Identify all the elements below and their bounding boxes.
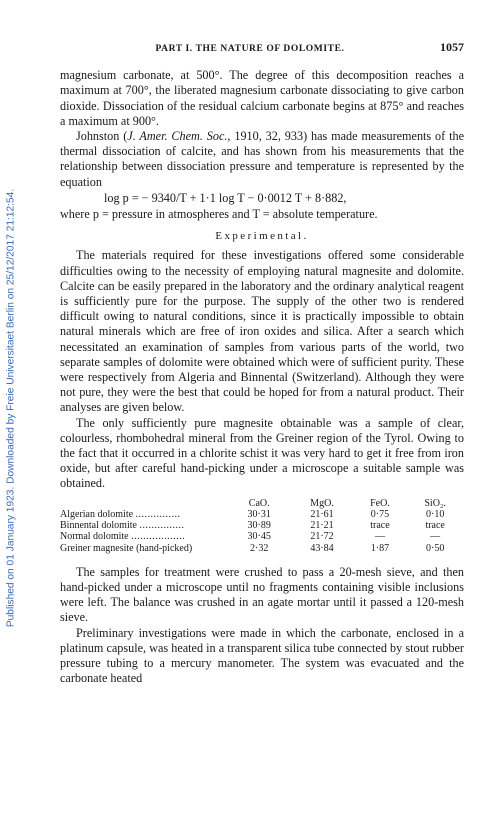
equation: log p = − 9340/T + 1·1 log T − 0·0012 T + 8·882, [104, 190, 347, 205]
row-label-header [60, 498, 228, 509]
table-cell: 21·21 [310, 520, 334, 532]
where-line: where p = pressure in atmospheres and T = absolute temperature. [60, 207, 378, 222]
table-cell: 0·75 [370, 508, 390, 520]
column-header: SiO₂. [424, 497, 446, 509]
paragraph-1: magnesium carbonate, at 500°. The degree of this decomposition reaches a maximum at 700°, the liberated magnesium carbonate dissociating to give carbon dioxide. Dissociation of the residual calcium carbonate begins at 875° and reaches a maximum at 900°. [60, 68, 464, 128]
table-cell: 21·72 [310, 531, 334, 543]
column-header: FeO. [370, 497, 390, 509]
table-cell: 0·50 [425, 542, 445, 554]
paragraph-3: The materials required for these investigations offered some considerable difficulties owing to the necessity of employing natural magnesite and dolomite. Calcite can be easily prepared in the laboratory and the ordinary analytical reagent is sufficiently pure for the purpose. The supply of the other two is rendered difficult owing to natural conditions, since it is practically impossible to obtain natural minerals which are free of iron oxides and silica. After a search which necessitated an examination of samples from various parts of the world, two separate samples of dolomite were obtained which were of sufficient purity. These were respectively from Algeria and Binnental (Switzerland). Although they were not pure, they were the best that could be hoped for from a natural product. Their analyses are given below. [60, 248, 464, 415]
table-cell: 0·10 [425, 508, 445, 520]
page-number: 1057 [440, 40, 464, 54]
column-header: MgO. [310, 497, 334, 509]
row-label [60, 531, 228, 542]
table-header-row [60, 498, 464, 509]
table-cell: 30·31 [247, 508, 271, 520]
journal-citation: J. Amer. Chem. Soc. [127, 129, 228, 144]
row-label-text: Algerian dolomite [60, 508, 134, 520]
table-cell: 21·61 [310, 508, 334, 520]
table-row [60, 543, 464, 554]
table-cell: 2·32 [250, 542, 269, 554]
row-label-text: Greiner magnesite (hand-picked) [60, 542, 193, 554]
column-header: CaO. [248, 497, 270, 509]
paragraph-4: The only sufficiently pure magnesite obtainable was a sample of clear, colourless, rhombohedral mineral from the Greiner region of the Tyrol. Owing to the fact that it occurred in a chlorite schist it was very hard to get it free from iron oxide, but after careful hand-picking under a microscope a suitable sample was obtained. [60, 415, 464, 491]
paragraph-5: The samples for treatment were crushed to pass a 20-mesh sieve, and then hand-picked under a microscope until no fragments containing visible inclusions were left. The balance was crushed in an agate mortar until it passed a 120-mesh sieve. [60, 564, 464, 625]
table-cell: 30·45 [247, 531, 271, 543]
table-cell: 30·89 [247, 520, 271, 532]
page-body [60, 40, 464, 686]
row-label [60, 543, 228, 554]
table-row [60, 531, 464, 542]
leader-dots: ............... [135, 508, 181, 520]
table-cell: — [374, 531, 385, 543]
leader-dots: .................. [131, 531, 186, 543]
paragraph-6: Preliminary investigations were made in which the carbonate, enclosed in a platinum capsule, was heated in a transparent silica tube connected by stout rubber pressure tubing to a mercury manometer. The system was evacuated and the carbonate heated [60, 625, 464, 686]
download-watermark-text: Published on 01 January 1923. Downloaded by Freie Universitaet Berlin on 25/12/2017 21:12:54. [5, 188, 17, 628]
table-row [60, 509, 464, 520]
paragraph-2-end: , 1910, 32, 933) has made measurements of the thermal dissociation of calcite, and has shown from his measurements that the relationship between dissociation pressure and temperature is represented by the equation [60, 129, 464, 189]
running-title: PART I. THE NATURE OF DOLOMITE. [155, 44, 345, 54]
analysis-table [60, 498, 464, 554]
download-watermark [0, 0, 22, 816]
row-label-text: Normal dolomite [60, 531, 129, 543]
paragraph-2-start: Johnston ( [76, 129, 128, 144]
table-cell: — [430, 531, 441, 543]
table-cell: 1·87 [370, 542, 390, 554]
table-row [60, 520, 464, 531]
page-header [60, 40, 464, 57]
leader-dots: ............... [139, 520, 185, 532]
paragraph-2 [60, 129, 464, 190]
row-label [60, 520, 228, 531]
table-cell: trace [425, 520, 445, 532]
table-cell: trace [370, 520, 390, 532]
table-cell: 43·84 [310, 542, 334, 554]
section-heading: Experimental. [215, 230, 309, 243]
row-label-text: Binnental dolomite [60, 520, 137, 532]
row-label [60, 509, 228, 520]
